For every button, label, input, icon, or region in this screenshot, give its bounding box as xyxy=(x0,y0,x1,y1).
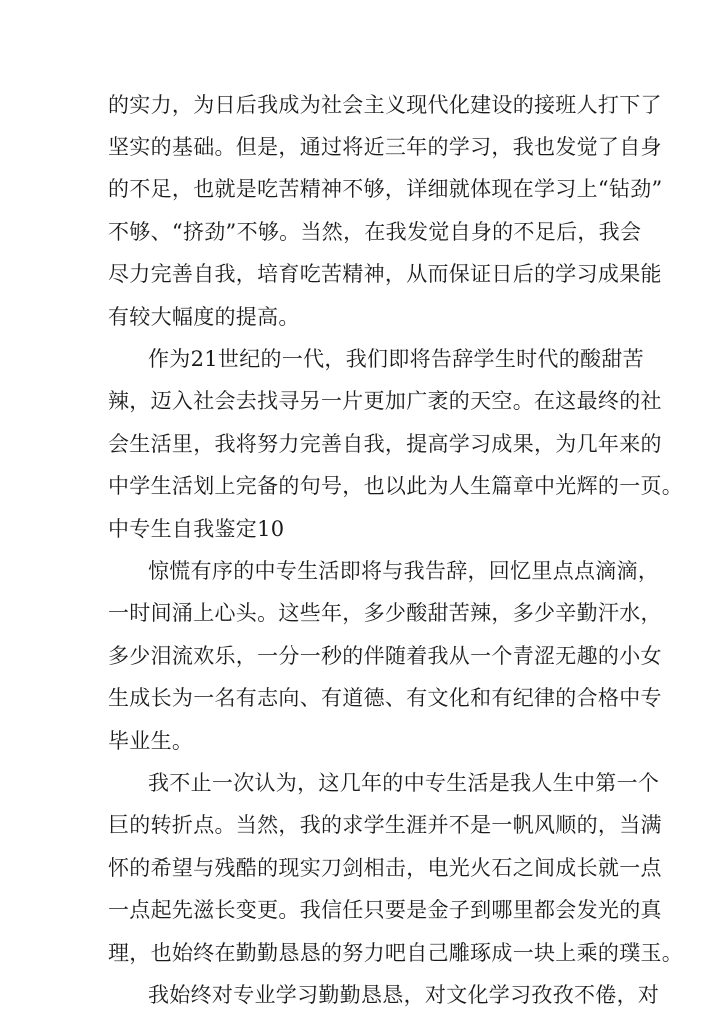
text-line: 毕业生。 xyxy=(108,729,194,753)
paragraph-first-line: 惊慌有序的中专生活即将与我告辞，回忆里点点滴滴， xyxy=(148,559,660,583)
paragraph-first-line: 我不止一次认为，这几年的中专生活是我人生中第一个 xyxy=(148,771,660,795)
paragraph-first-line: 我始终对专业学习勤勤恳恳，对文化学习孜孜不倦，对 xyxy=(148,983,660,1007)
text-line: 生成长为一名有志向、有道德、有文化和有纪律的合格中专 xyxy=(108,686,662,710)
text-line: 一点起先滋长变更。我信任只要是金子到哪里都会发光的真 xyxy=(108,898,662,922)
text-line: 中学生活划上完备的句号，也以此为人生篇章中光辉的一页。 xyxy=(108,474,684,498)
text-line: 有较大幅度的提高。 xyxy=(108,305,300,329)
text-line: 会生活里，我将努力完善自我，提高学习成果，为几年来的 xyxy=(108,432,662,456)
section-heading: 中专生自我鉴定10 xyxy=(108,517,285,541)
text-line: 巨的转折点。当然，我的求学生涯并不是一帆风顺的，当满 xyxy=(108,813,662,837)
text-line: 一时间涌上心头。这些年，多少酸甜苦辣，多少辛勤汗水， xyxy=(108,601,662,625)
text-line: 的不足，也就是吃苦精神不够，详细就体现在学习上“钻劲” xyxy=(108,177,663,201)
paragraph-first-line: 作为21世纪的一代，我们即将告辞学生时代的酸甜苦 xyxy=(148,347,644,371)
text-line: 的实力，为日后我成为社会主义现代化建设的接班人打下了 xyxy=(108,93,662,117)
text-line: 坚实的基础。但是，通过将近三年的学习，我也发觉了自身 xyxy=(108,135,662,159)
text-line: 多少泪流欢乐，一分一秒的伴随着我从一个青涩无趣的小女 xyxy=(108,644,662,668)
text-line: 尽力完善自我，培育吃苦精神，从而保证日后的学习成果能 xyxy=(108,262,662,286)
text-line: 辣，迈入社会去找寻另一片更加广袤的天空。在这最终的社 xyxy=(108,389,662,413)
text-line: 不够、“挤劲”不够。当然，在我发觉自身的不足后，我会 xyxy=(108,220,642,244)
text-line: 理，也始终在勤勤恳恳的努力吧自己雕琢成一块上乘的璞玉。 xyxy=(108,941,684,965)
text-line: 怀的希望与残酷的现实刀剑相击，电光火石之间成长就一点 xyxy=(108,856,662,880)
